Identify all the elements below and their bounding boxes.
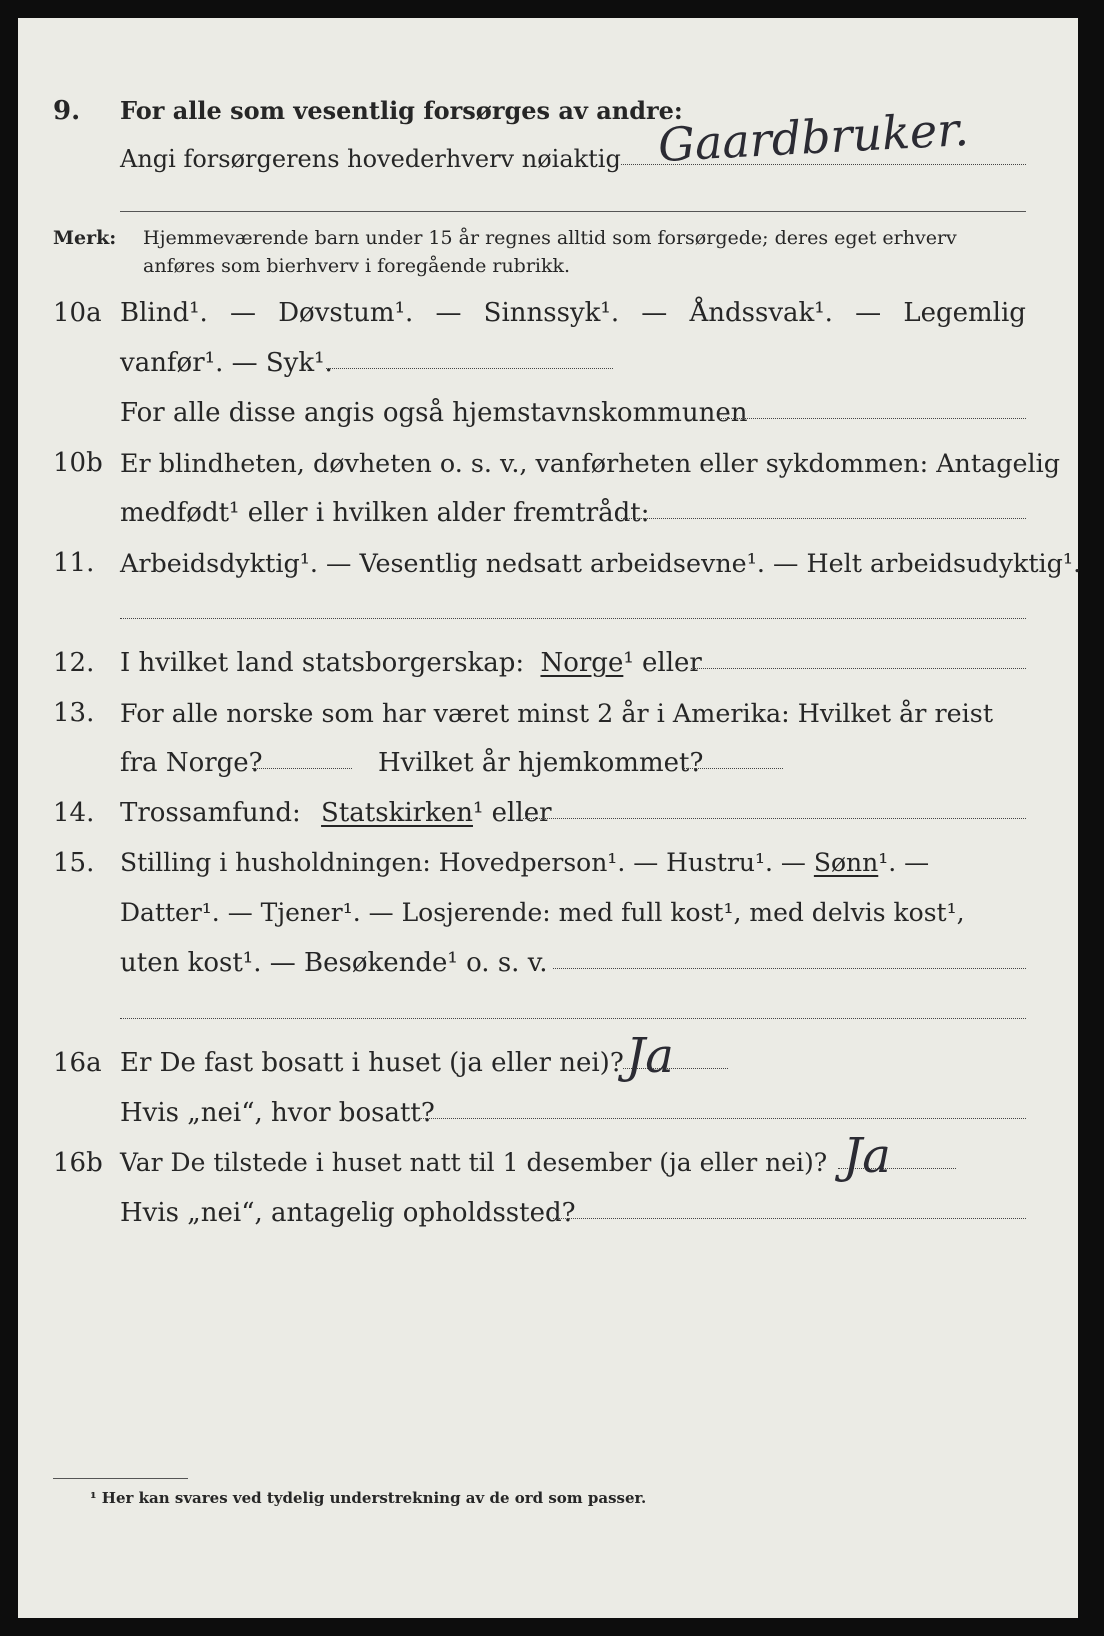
q10a-dash: —: [855, 298, 882, 328]
q15-line1-suffix: ¹. —: [878, 848, 930, 877]
q12-number: 12.: [53, 648, 95, 678]
q16a-line2: Hvis „nei“, hvor bosatt?: [120, 1098, 435, 1128]
q10a-dash: —: [641, 298, 668, 328]
q10a-dash: —: [435, 298, 462, 328]
q10a-blind: Blind¹.: [120, 298, 208, 328]
q16a-bosatt-line: [421, 1118, 1026, 1119]
q16b-line1: Var De tilstede i huset natt til 1 desember (ja eller nei)?: [120, 1148, 828, 1177]
q16a-handwritten-answer: Ja: [626, 1028, 674, 1084]
q12-prefix: I hvilket land statsborgerskap:: [120, 648, 525, 678]
q10b-line2: medfødt¹ eller i hvilken alder fremtrådt:: [120, 498, 650, 528]
census-form-page: [18, 18, 1082, 1618]
q13-line1: For alle norske som har været minst 2 år i Amerika: Hvilket år reist: [120, 698, 994, 728]
q15-number: 15.: [53, 848, 95, 878]
q16b-handwritten-answer: Ja: [843, 1128, 891, 1184]
q16a-line1: Er De fast bosatt i huset (ja eller nei)?: [120, 1048, 624, 1078]
q12-norge-underlined: Norge: [540, 648, 624, 678]
q10a-kommune-line: [721, 418, 1026, 419]
q16a-number: 16a: [53, 1048, 102, 1078]
q9-handwritten-answer: Gaardbruker.: [656, 101, 970, 173]
q15-line2: Datter¹. — Tjener¹. — Losjerende: med full kost¹, med delvis kost¹,: [120, 898, 965, 927]
q15-line1: [120, 848, 929, 878]
q10a-dash: —: [230, 298, 257, 328]
q12-text: [120, 648, 702, 678]
merk-label: Merk:: [53, 227, 117, 249]
footnote-rule: [53, 1478, 188, 1479]
q15-line3: uten kost¹. — Besøkende¹ o. s. v.: [120, 948, 548, 978]
q10a-line1: [120, 298, 1026, 328]
q15-line1-prefix: Stilling i husholdningen: Hovedperson¹. — Hustru¹. —: [120, 848, 806, 877]
q12-suffix: ¹ eller: [623, 648, 702, 678]
q14-number: 14.: [53, 798, 95, 828]
q11-line1: Arbeidsdyktig¹. — Vesentlig nedsatt arbeidsevne¹. — Helt arbeidsudyktig¹.: [120, 548, 1082, 578]
q10a-sinnssyk: Sinnssyk¹.: [483, 298, 620, 328]
q16b-opholdssted-line: [553, 1218, 1026, 1219]
q10a-legemlig: Legemlig: [903, 298, 1026, 328]
q15-sonn-underlined: Sønn: [813, 848, 879, 877]
q13-number: 13.: [53, 698, 95, 728]
q16b-number: 16b: [53, 1148, 103, 1178]
q14-text: [120, 798, 552, 828]
q14-prefix: Trossamfund:: [120, 798, 301, 828]
q14-suffix: ¹ eller: [472, 798, 552, 828]
q9-line2: Angi forsørgerens hovederhverv nøiaktig: [120, 145, 621, 173]
q10a-dovstum: Døvstum¹.: [278, 298, 414, 328]
q10b-number: 10b: [53, 448, 103, 478]
q11-number: 11.: [53, 548, 95, 578]
q11-answer-line: [120, 618, 1026, 619]
q15-answer-line: [553, 968, 1026, 969]
q10a-number: 10a: [53, 298, 102, 328]
q13-hjemkommet-line: [683, 768, 783, 769]
q14-answer-line: [523, 818, 1026, 819]
q14-statskirken-underlined: Statskirken: [321, 798, 473, 828]
q10a-andssvak: Åndssvak¹.: [689, 298, 833, 328]
q13-line2a: fra Norge?: [120, 748, 263, 778]
q9-blank-line: [120, 211, 1026, 212]
merk-line2: anføres som bierhverv i foregående rubrikk.: [143, 255, 571, 277]
q10a-line2: vanfør¹. — Syk¹.: [120, 348, 333, 378]
q16b-line2: Hvis „nei“, antagelig opholdssted?: [120, 1198, 576, 1228]
q12-answer-line: [691, 668, 1026, 669]
q10b-answer-line: [621, 518, 1026, 519]
q10a-line3: For alle disse angis også hjemstavnskommunen: [120, 398, 748, 428]
q9-line1: For alle som vesentlig forsørges av andre:: [120, 96, 683, 125]
q13-line2b: Hvilket år hjemkommet?: [378, 748, 704, 778]
q15-blank-line: [120, 1018, 1026, 1019]
q9-number: 9.: [53, 96, 81, 126]
merk-line1: Hjemmeværende barn under 15 år regnes alltid som forsørgede; deres eget erhverv: [143, 227, 957, 249]
q10a-syk-line: [326, 368, 613, 369]
footnote: ¹ Her kan svares ved tydelig understrekning av de ord som passer.: [90, 1489, 647, 1507]
q10b-line1: Er blindheten, døvheten o. s. v., vanførheten eller sykdommen: Antagelig: [120, 448, 1061, 478]
q13-reist-line: [252, 768, 352, 769]
